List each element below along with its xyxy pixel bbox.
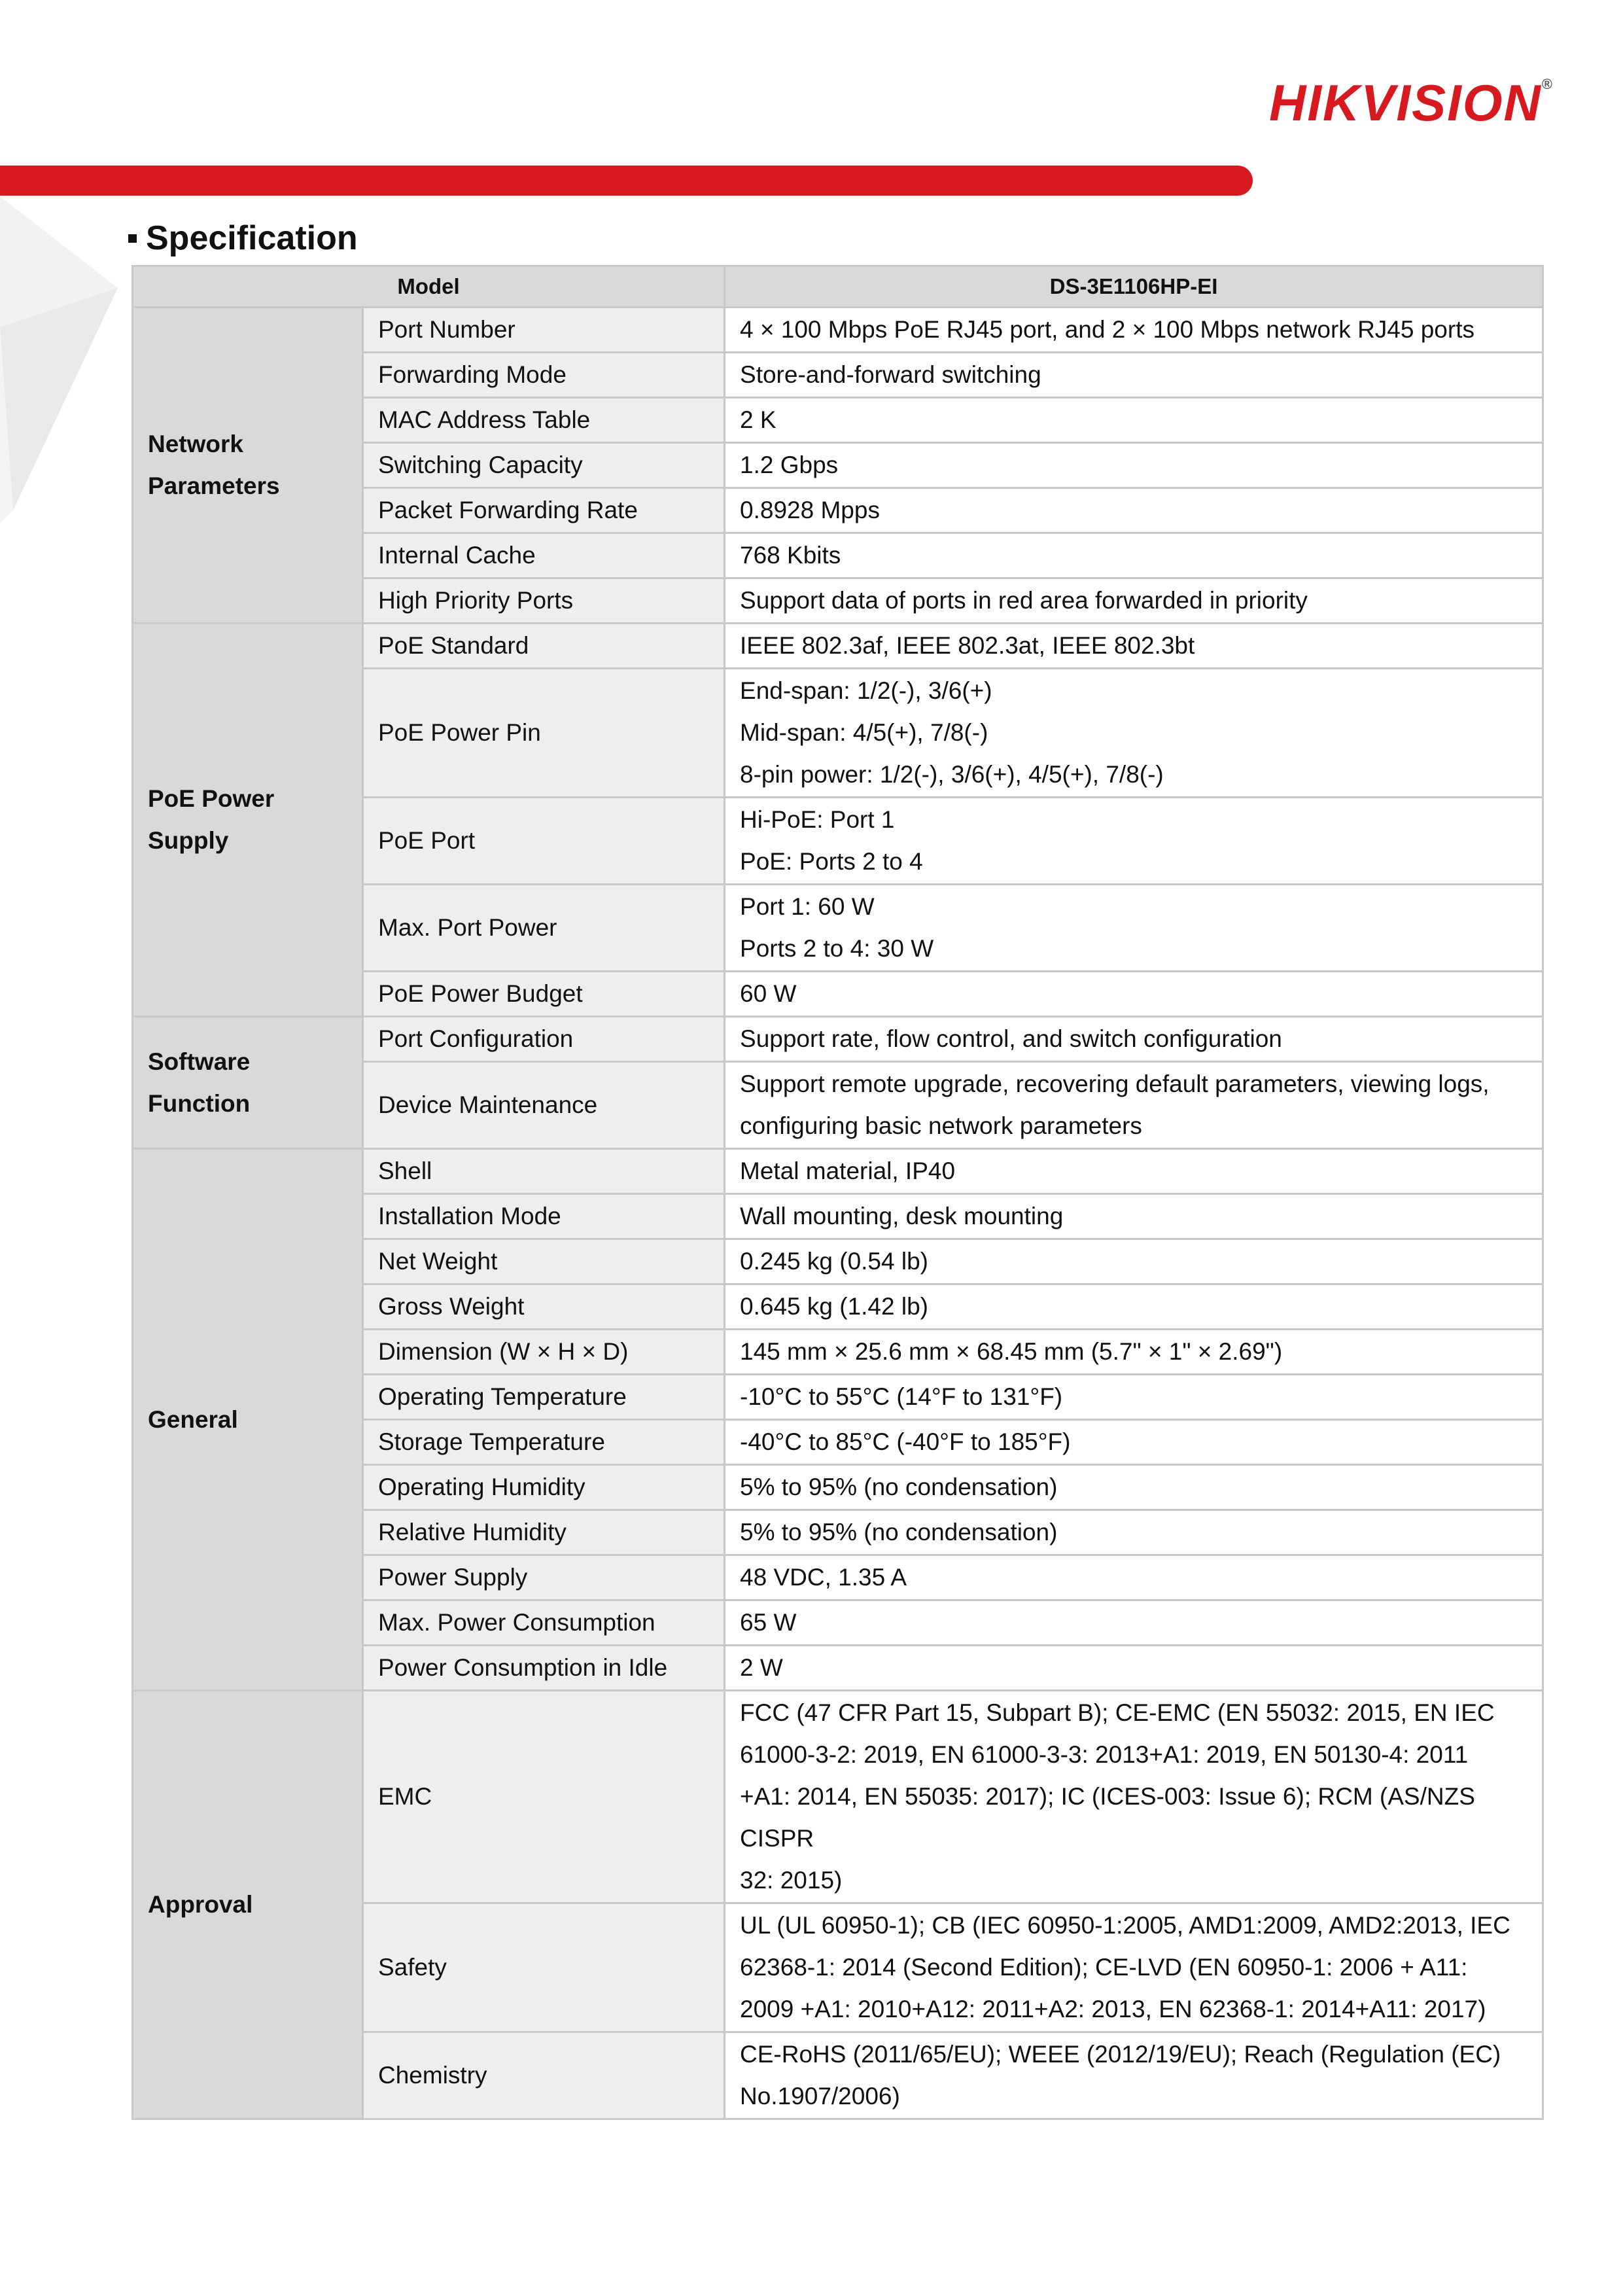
parameter-value <box>725 972 1543 1017</box>
value-line: 65 W <box>740 1609 797 1636</box>
value-line: configuring basic network parameters <box>740 1112 1142 1139</box>
value-line: Port 1: 60 W <box>740 893 875 920</box>
value-line: Wall mounting, desk mounting <box>740 1203 1064 1229</box>
value-line: 8-pin power: 1/2(-), 3/6(+), 4/5(+), 7/8(-) <box>740 761 1164 788</box>
model-label: Model <box>133 266 725 308</box>
registered-mark: ® <box>1541 76 1554 92</box>
parameter-name: High Priority Ports <box>363 578 725 624</box>
parameter-name: Gross Weight <box>363 1284 725 1330</box>
value-line: UL (UL 60950-1); CB (IEC 60950-1:2005, AMD1:2009, AMD2:2013, IEC <box>740 1912 1510 1939</box>
category-cell <box>133 1149 363 1691</box>
parameter-value <box>725 624 1543 669</box>
value-line: PoE: Ports 2 to 4 <box>740 848 923 875</box>
value-line: 62368-1: 2014 (Second Edition); CE-LVD (EN 60950-1: 2006 + A11: <box>740 1954 1468 1981</box>
parameter-value <box>725 2032 1543 2119</box>
header-red-bar <box>0 166 1253 196</box>
brand-logo <box>1269 74 1554 132</box>
value-line: Metal material, IP40 <box>740 1157 956 1184</box>
value-line: No.1907/2006) <box>740 2083 900 2110</box>
parameter-value <box>725 1062 1543 1149</box>
category-label: PoE Power <box>148 785 275 812</box>
parameter-name: Storage Temperature <box>363 1420 725 1465</box>
value-line: Support remote upgrade, recovering default parameters, viewing logs, <box>740 1070 1490 1097</box>
category-cell <box>133 1691 363 2119</box>
value-line: Support rate, flow control, and switch configuration <box>740 1025 1282 1052</box>
table-row <box>133 1691 1543 1903</box>
parameter-value <box>725 308 1543 353</box>
parameter-name: Operating Humidity <box>363 1465 725 1510</box>
parameter-name: PoE Power Pin <box>363 669 725 798</box>
specification-table <box>131 265 1544 2120</box>
value-line: CE-RoHS (2011/65/EU); WEEE (2012/19/EU); Reach (Regulation (EC) <box>740 2041 1501 2068</box>
parameter-name: Internal Cache <box>363 533 725 578</box>
parameter-name: Safety <box>363 1903 725 2032</box>
parameter-value <box>725 1903 1543 2032</box>
parameter-name: Power Supply <box>363 1555 725 1600</box>
model-value: DS-3E1106HP-EI <box>725 266 1543 308</box>
parameter-name: PoE Port <box>363 798 725 885</box>
parameter-value <box>725 1239 1543 1284</box>
value-line: 1.2 Gbps <box>740 451 839 478</box>
value-line: 2 K <box>740 406 777 433</box>
value-line: 0.245 kg (0.54 lb) <box>740 1248 928 1275</box>
category-label: Parameters <box>148 472 280 499</box>
parameter-value <box>725 1600 1543 1646</box>
value-line: 5% to 95% (no condensation) <box>740 1474 1058 1500</box>
parameter-value <box>725 1555 1543 1600</box>
parameter-value <box>725 1691 1543 1903</box>
parameter-value <box>725 1149 1543 1194</box>
value-line: 0.8928 Mpps <box>740 497 880 523</box>
parameter-name: Switching Capacity <box>363 443 725 488</box>
parameter-value <box>725 1510 1543 1555</box>
section-title: Specification <box>146 219 358 257</box>
parameter-value <box>725 1420 1543 1465</box>
parameter-name: Chemistry <box>363 2032 725 2119</box>
parameter-value <box>725 798 1543 885</box>
parameter-name: Port Configuration <box>363 1017 725 1062</box>
parameter-name: Net Weight <box>363 1239 725 1284</box>
table-row <box>133 1149 1543 1194</box>
value-line: 145 mm × 25.6 mm × 68.45 mm (5.7" × 1" × 2.69") <box>740 1338 1283 1365</box>
value-line: Ports 2 to 4: 30 W <box>740 935 934 962</box>
parameter-name: Operating Temperature <box>363 1375 725 1420</box>
value-line: +A1: 2014, EN 55035: 2017); IC (ICES-003: Issue 6); RCM (AS/NZS CISPR <box>740 1783 1475 1852</box>
category-cell <box>133 308 363 624</box>
parameter-value <box>725 1194 1543 1239</box>
parameter-value <box>725 398 1543 443</box>
parameter-name: PoE Standard <box>363 624 725 669</box>
value-line: -10°C to 55°C (14°F to 131°F) <box>740 1383 1063 1410</box>
table-row <box>133 624 1543 669</box>
category-cell <box>133 624 363 1017</box>
value-line: End-span: 1/2(-), 3/6(+) <box>740 677 992 704</box>
parameter-name: Packet Forwarding Rate <box>363 488 725 533</box>
value-line: 32: 2015) <box>740 1867 843 1894</box>
brand-logo-text: HIKVISION <box>1269 74 1542 132</box>
parameter-name: PoE Power Budget <box>363 972 725 1017</box>
category-label: General <box>148 1405 238 1433</box>
value-line: 5% to 95% (no condensation) <box>740 1519 1058 1545</box>
value-line: FCC (47 CFR Part 15, Subpart B); CE-EMC (EN 55032: 2015, EN IEC <box>740 1699 1495 1726</box>
value-line: 2009 +A1: 2010+A12: 2011+A2: 2013, EN 62368-1: 2014+A11: 2017) <box>740 1996 1486 2022</box>
decorative-watermark <box>0 196 124 537</box>
parameter-name: Dimension (W × H × D) <box>363 1330 725 1375</box>
parameter-value <box>725 533 1543 578</box>
parameter-name: Relative Humidity <box>363 1510 725 1555</box>
table-row <box>133 1017 1543 1062</box>
table-header-row <box>133 266 1543 308</box>
parameter-value <box>725 1284 1543 1330</box>
parameter-name: Port Number <box>363 308 725 353</box>
parameter-name: MAC Address Table <box>363 398 725 443</box>
parameter-value <box>725 1646 1543 1691</box>
spec-table-body <box>133 308 1543 2119</box>
category-label: Software <box>148 1048 251 1075</box>
parameter-value <box>725 1465 1543 1510</box>
parameter-name: EMC <box>363 1691 725 1903</box>
category-label: Supply <box>148 827 229 854</box>
category-label: Network <box>148 431 243 457</box>
value-line: 48 VDC, 1.35 A <box>740 1564 907 1591</box>
parameter-name: Max. Port Power <box>363 885 725 972</box>
value-line: 61000-3-2: 2019, EN 61000-3-3: 2013+A1: 2019, EN 50130-4: 2011 <box>740 1741 1469 1768</box>
parameter-value <box>725 885 1543 972</box>
parameter-value <box>725 353 1543 398</box>
value-line: 4 × 100 Mbps PoE RJ45 port, and 2 × 100 Mbps network RJ45 ports <box>740 316 1475 343</box>
section-heading <box>128 221 358 255</box>
parameter-value <box>725 443 1543 488</box>
parameter-value <box>725 1017 1543 1062</box>
value-line: 768 Kbits <box>740 542 841 569</box>
parameter-name: Installation Mode <box>363 1194 725 1239</box>
value-line: Support data of ports in red area forwarded in priority <box>740 587 1308 614</box>
parameter-value <box>725 1375 1543 1420</box>
value-line: Store-and-forward switching <box>740 361 1041 388</box>
value-line: Hi-PoE: Port 1 <box>740 806 895 833</box>
heading-bullet <box>128 234 137 243</box>
value-line: IEEE 802.3af, IEEE 802.3at, IEEE 802.3bt <box>740 632 1195 659</box>
value-line: 60 W <box>740 980 797 1007</box>
parameter-value <box>725 1330 1543 1375</box>
category-cell <box>133 1017 363 1149</box>
table-row <box>133 308 1543 353</box>
value-line: Mid-span: 4/5(+), 7/8(-) <box>740 719 988 746</box>
parameter-name: Device Maintenance <box>363 1062 725 1149</box>
parameter-value <box>725 488 1543 533</box>
value-line: 2 W <box>740 1654 783 1681</box>
parameter-value <box>725 669 1543 798</box>
parameter-name: Forwarding Mode <box>363 353 725 398</box>
category-label: Function <box>148 1089 251 1117</box>
parameter-value <box>725 578 1543 624</box>
value-line: -40°C to 85°C (-40°F to 185°F) <box>740 1428 1071 1455</box>
parameter-name: Shell <box>363 1149 725 1194</box>
category-label: Approval <box>148 1891 253 1918</box>
value-line: 0.645 kg (1.42 lb) <box>740 1293 928 1320</box>
parameter-name: Max. Power Consumption <box>363 1600 725 1646</box>
parameter-name: Power Consumption in Idle <box>363 1646 725 1691</box>
